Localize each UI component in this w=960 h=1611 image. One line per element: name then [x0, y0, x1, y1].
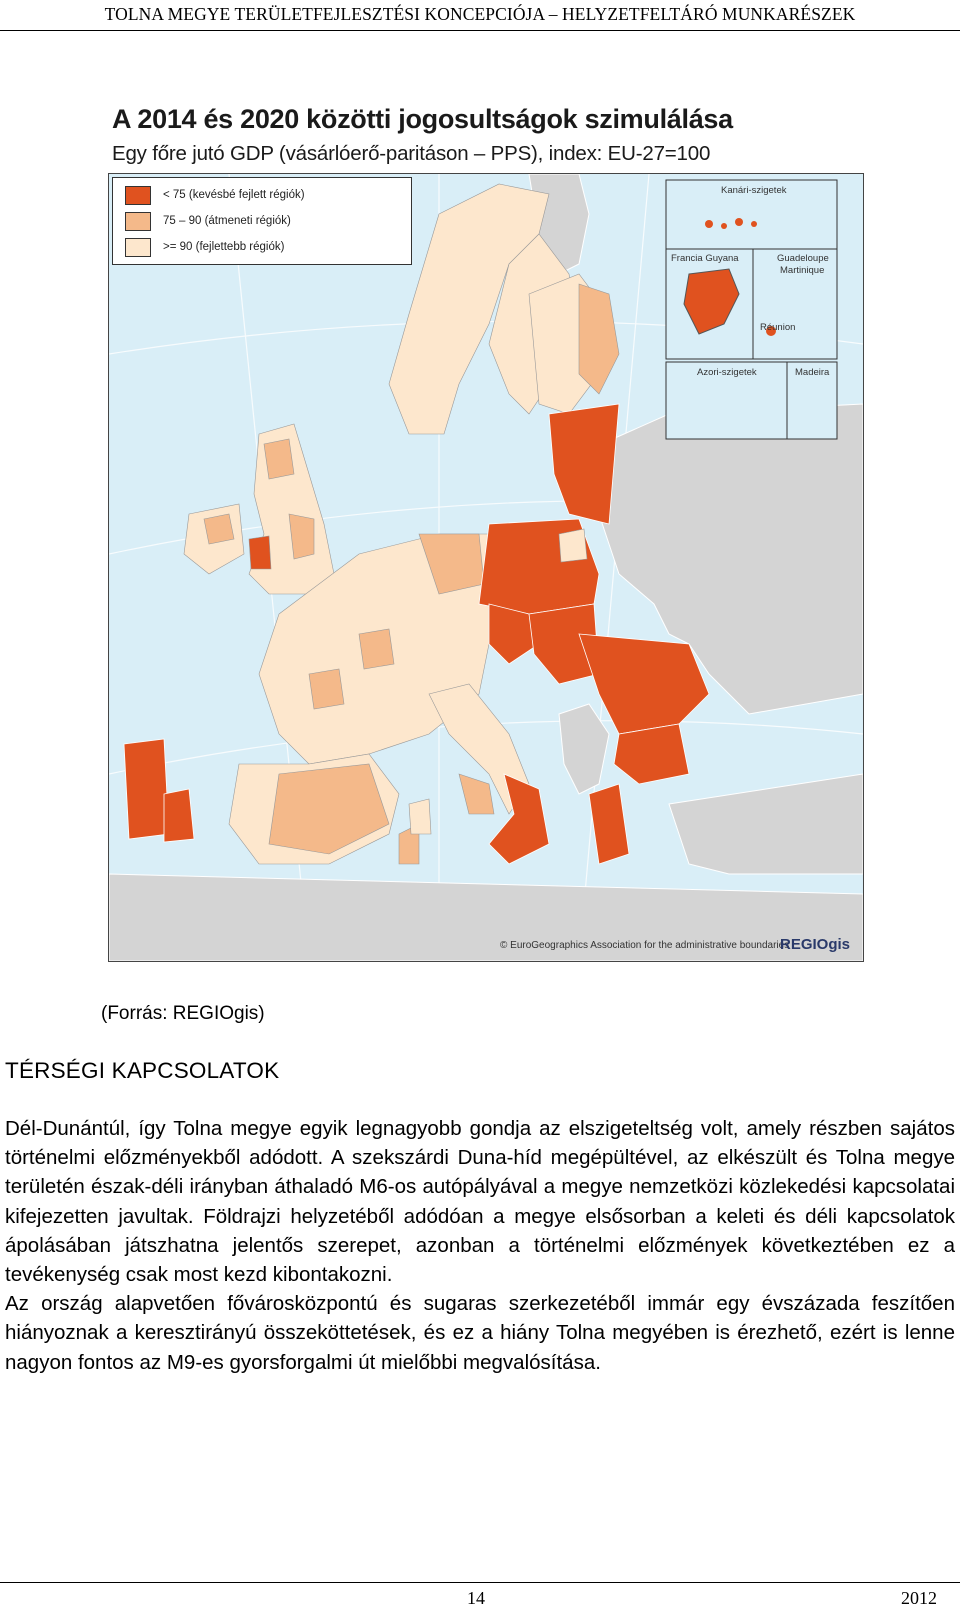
- legend-label: >= 90 (fejlettebb régiók): [163, 241, 285, 253]
- footer-year: 2012: [901, 1588, 937, 1608]
- map-title: A 2014 és 2020 közötti jogosultságok szimulálása: [112, 104, 733, 134]
- map-copyright: © EuroGeographics Association for the administrative boundaries: [500, 940, 790, 951]
- inset-label-martinique: Martinique: [780, 265, 825, 276]
- paragraph: Dél-Dunántúl, így Tolna megye egyik legnagyobb gondja az elszigeteltség volt, amely részben sajátos történelmi előzményekből adódott. A szekszárdi Duna-híd megépültével, az elkészült és Tolna megye területén észak-déli irányban áthaladó M6-os autópályával a megye nemzetközi közlekedési kapcsolatai kifejezetten javultak. Földrajzi helyzetéből adódóan a megye elsősorban a keleti és déli kapcsolatok ápolásában játszhatna jelentős szerepet, azonban a történelmi előzmények következtében ez a tevékenység csak most kezd kibontakozni.: [5, 1117, 955, 1287]
- legend-item: [125, 238, 284, 256]
- inset-label-kanari: Kanári-szigetek: [721, 185, 787, 196]
- paragraph: Az ország alapvetően fővárosközpontú és sugaras szerkezetéből immár egy évszázada feszítően hiányoznak a keresztirányú összeköttetések, és ez a hiány Tolna megyében is érezhető, ezért is lenne nagyon fontos az M9-es gyorsforgalmi út mielőbbi megvalósítása.: [5, 1292, 955, 1374]
- inset-label-reunion: Réunion: [760, 322, 796, 333]
- running-header: TOLNA MEGYE TERÜLETFEJLESZTÉSI KONCEPCIÓJA – HELYZETFELTÁRÓ MUNKARÉSZEK: [0, 0, 960, 31]
- inset-label-azori: Azori-szigetek: [697, 367, 757, 378]
- map-graphic: [109, 174, 863, 961]
- footer-rule: [0, 1582, 960, 1583]
- eu-region-map: [108, 173, 864, 962]
- wales-west: [249, 536, 271, 569]
- section-title: TÉRSÉGI KAPCSOLATOK: [5, 1058, 280, 1083]
- legend-label: 75 – 90 (átmeneti régiók): [163, 215, 291, 227]
- inset-label-guadeloupe: Guadeloupe: [777, 253, 829, 264]
- legend-label: < 75 (kevésbé fejlett régiók): [163, 189, 305, 201]
- legend-item: [125, 212, 291, 230]
- page-number: 14: [467, 1588, 485, 1608]
- inset-label-madeira: Madeira: [795, 367, 830, 378]
- regiogis-logo: REGIOgis: [780, 936, 851, 953]
- finland-east: [579, 284, 619, 394]
- legend-swatch: [125, 186, 151, 205]
- inset-label-guyana: Francia Guyana: [671, 253, 739, 264]
- legend-swatch: [125, 238, 151, 257]
- legend-item: [125, 186, 305, 204]
- legend-swatch: [125, 212, 151, 231]
- map-subtitle: Egy főre jutó GDP (vásárlóerő-paritáson – PPS), index: EU-27=100: [112, 142, 711, 165]
- figure-caption: (Forrás: REGIOgis): [101, 1003, 265, 1024]
- map-legend: [112, 177, 412, 265]
- body-text: [5, 1114, 955, 1377]
